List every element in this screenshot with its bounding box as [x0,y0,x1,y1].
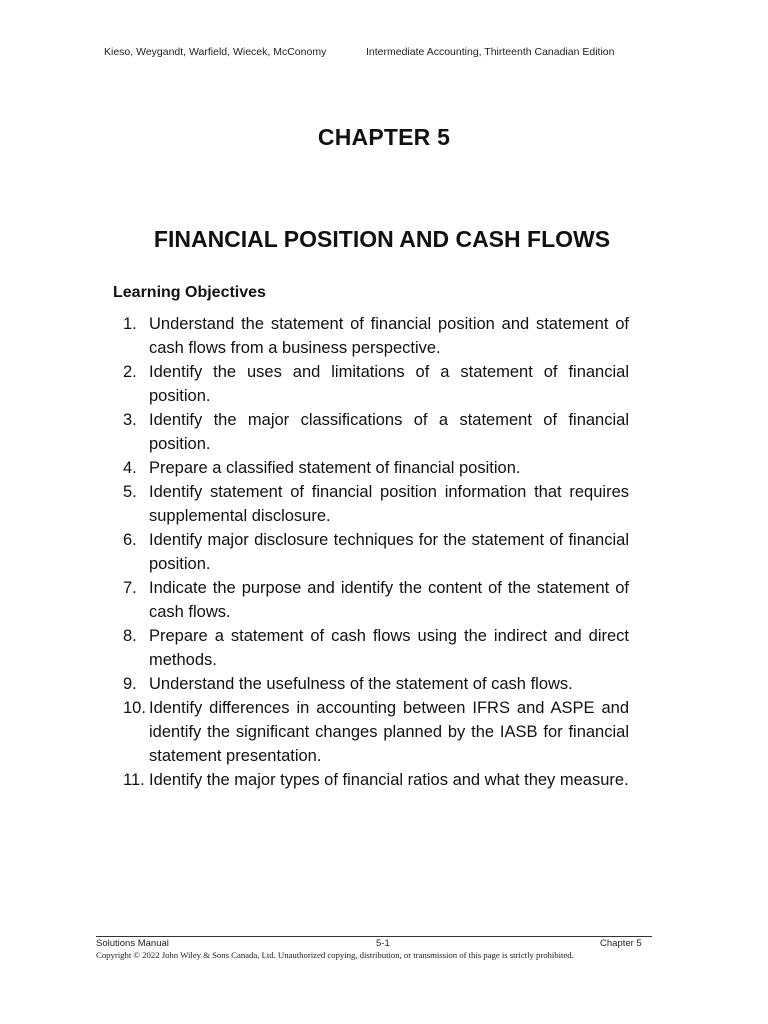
list-item-number: 8. [123,627,137,645]
list-item-text: Prepare a statement of cash flows using the indirect and direct methods. [149,627,629,669]
list-item-number: 9. [123,675,137,693]
chapter-label: CHAPTER 5 [317,124,451,150]
list-item-text: Identify the major classifications of a statement of financial position. [149,411,629,453]
list-item-text: Indicate the purpose and identify the content of the statement of cash flows. [149,579,629,621]
list-item [113,456,629,480]
list-item-text: Identify the major types of financial ratios and what they measure. [149,771,629,789]
list-item-number: 10. [123,699,146,717]
header-authors: Kieso, Weygandt, Warfield, Wiecek, McConomy [104,46,327,58]
header-book-title: Intermediate Accounting, Thirteenth Canadian Edition [366,46,615,58]
learning-objectives-heading: Learning Objectives [113,284,266,301]
footer-page-number: 5-1 [376,938,390,949]
list-item [113,360,629,408]
list-item-number: 5. [123,483,137,501]
list-item-text: Identify the uses and limitations of a statement of financial position. [149,363,629,405]
list-item-text: Prepare a classified statement of financial position. [149,459,521,477]
list-item-number: 4. [123,459,137,477]
list-item [113,768,629,792]
learning-objectives-list [113,312,629,792]
list-item-text: Understand the usefulness of the statement of cash flows. [149,675,573,693]
list-item [113,624,629,672]
footer-manual-label: Solutions Manual [96,938,169,949]
footer-chapter-label: Chapter 5 [600,938,642,949]
list-item-number: 7. [123,579,137,597]
list-item-number: 3. [123,411,137,429]
list-item-number: 11. [123,771,145,789]
list-item [113,408,629,456]
chapter-title: FINANCIAL POSITION AND CASH FLOWS [153,226,611,252]
footer-divider [96,936,652,937]
list-item-text: Identify major disclosure techniques for the statement of financial position. [149,531,629,573]
footer-copyright: Copyright © 2022 John Wiley & Sons Canada, Ltd. Unauthorized copying, distribution, or transmission of this page is strictly prohibited. [96,950,574,960]
list-item [113,696,629,768]
list-item [113,312,629,360]
list-item [113,528,629,576]
list-item [113,672,629,696]
list-item [113,480,629,528]
list-item-number: 2. [123,363,137,381]
list-item-number: 1. [123,315,137,333]
list-item [113,576,629,624]
list-item-text: Understand the statement of financial position and statement of cash flows from a business perspective. [149,315,629,357]
list-item-number: 6. [123,531,137,549]
list-item-text: Identify differences in accounting between IFRS and ASPE and identify the significant changes planned by the IASB for financial statement presentation. [149,699,629,765]
list-item-text: Identify statement of financial position information that requires supplemental disclosure. [149,483,629,525]
